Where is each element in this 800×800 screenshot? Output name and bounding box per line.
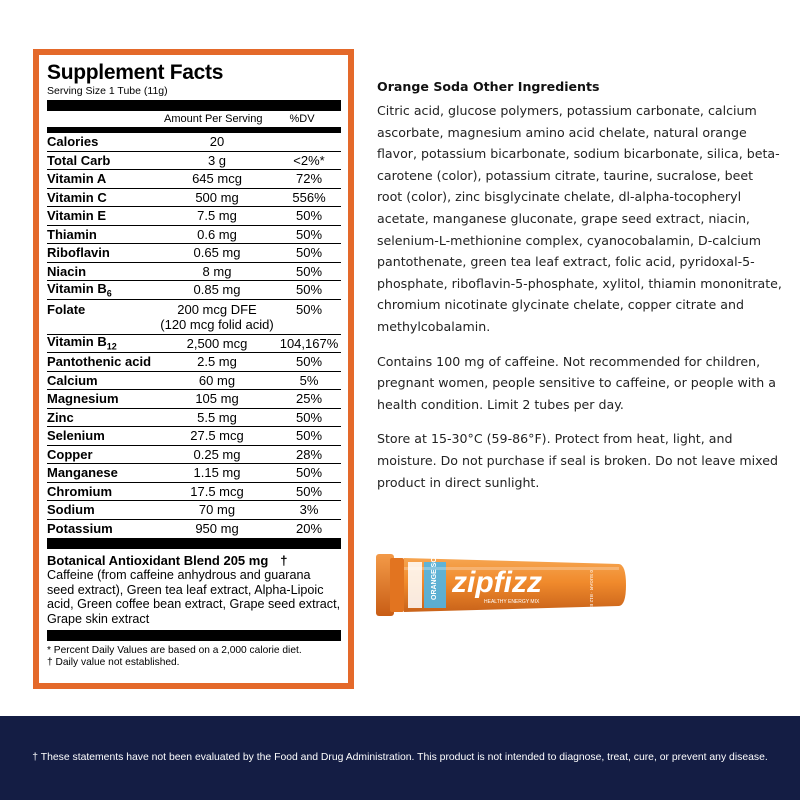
nutrient-name <box>47 334 157 352</box>
nutrient-amount: 0.85 mg <box>193 282 241 298</box>
nutrient-amount: 1.15 mg <box>193 465 241 481</box>
divider-bar <box>47 538 341 549</box>
tube-brand-text: zipfizz <box>452 566 542 599</box>
footnote-dagger: † Daily value not established. <box>47 657 180 668</box>
tube-highlight <box>404 567 619 570</box>
nutrient-amount: 60 mg <box>198 372 236 388</box>
nutrient-name: Sodium <box>47 502 95 518</box>
nutrient-name: Chromium <box>47 483 112 499</box>
nutrient-subscript: 12 <box>106 342 117 353</box>
facts-title: Supplement Facts <box>47 61 224 84</box>
nutrient-name: Calories <box>47 134 99 150</box>
nutrient-name: Niacin <box>47 263 87 279</box>
nutrient-row <box>47 170 341 189</box>
nutrient-dv: 50% <box>295 226 323 242</box>
nutrient-name: Pantothenic acid <box>47 354 152 370</box>
nutrient-row <box>47 189 341 208</box>
supplement-facts <box>47 62 341 669</box>
ingredients-title: Orange Soda Other Ingredients <box>377 79 600 94</box>
nutrient-name: Calcium <box>47 372 98 388</box>
nutrient-amount: 0.25 mg <box>193 446 241 462</box>
nutrient-name <box>47 281 157 299</box>
tube-tagline-text: HEALTHY ENERGY MIX <box>484 599 540 605</box>
nutrient-row <box>47 353 341 372</box>
product-tube-image <box>376 547 627 692</box>
footnote-dv: * Percent Daily Values are based on a 2,000 calorie diet. <box>47 645 302 656</box>
nutrient-dv: 50% <box>295 354 323 370</box>
nutrient-row <box>47 446 341 465</box>
nutrient-name: Copper <box>47 446 93 462</box>
nutrient-row <box>47 281 341 300</box>
nutrient-dv: 104,167% <box>279 335 339 351</box>
nutrient-row <box>47 207 341 226</box>
caffeine-note: Contains 100 mg of caffeine. Not recommended for children, pregnant women, people sensitive to caffeine, or people with a health condition. Limit 2 tubes per day. <box>377 353 776 412</box>
nutrient-row <box>47 133 341 152</box>
nutrient-dv: 50% <box>295 282 323 298</box>
nutrient-amount: 645 mcg <box>192 171 242 187</box>
nutrient-row <box>47 483 341 502</box>
nutrient-amount <box>157 302 277 332</box>
nutrient-dv: 50% <box>295 263 323 279</box>
nutrient-row <box>47 263 341 282</box>
nutrient-dv: 3% <box>299 502 319 518</box>
nutrient-amount: 5.5 mg <box>197 409 237 425</box>
blend-title-text: Botanical Antioxidant Blend 205 mg <box>47 553 269 568</box>
ingredients-section <box>377 79 782 506</box>
tube-side-text: 0 SUGAR · B12 ENERGY · HYDRATION · MULTI-VITAMIN <box>589 570 594 692</box>
nutrient-dv: <2%* <box>293 152 325 168</box>
nutrient-dv: 50% <box>295 245 323 261</box>
nutrient-dv: 556% <box>292 189 326 205</box>
nutrient-amount: 8 mg <box>202 263 232 279</box>
nutrient-name-base: Vitamin B <box>47 280 107 296</box>
nutrient-name: Total Carb <box>47 152 111 168</box>
nutrient-dv: 50% <box>295 483 323 499</box>
nutrient-amount: 0.6 mg <box>197 226 237 242</box>
nutrient-name: Zinc <box>47 409 74 425</box>
nutrient-row <box>47 335 341 354</box>
nutrient-amount: 500 mg <box>195 189 239 205</box>
nutrient-amount: 17.5 mcg <box>190 483 244 499</box>
storage-note: Store at 15-30°C (59-86°F). Protect from heat, light, and moisture. Do not purchase if seal is broken. Do not leave mixed product in direct sunlight. <box>377 431 778 490</box>
nutrient-subscript: 6 <box>106 288 112 299</box>
blend-title <box>47 553 341 568</box>
nutrient-dv: 50% <box>295 301 323 317</box>
nutrient-dv: 50% <box>295 208 323 224</box>
ingredients-text: Citric acid, glucose polymers, potassium carbonate, calcium ascorbate, magnesium amino acid chelate, natural orange flavor, potassium bicarbonate, sodium bicarbonate, silica, beta-carotene (color), potassium citrate, taurine, sucralose, beet root (color), zinc bisglycinate chelate, dl-alpha-tocopheryl acetate, manganese gluconate, grape seed extract, niacin, selenium-L-methionine complex, cyanocobalamin, D-calcium pantothenate, green tea leaf extract, folic acid, pyridoxal-5-phosphate, riboflavin-5-phosphate, xylitol, thiamin mononitrate, chromium nicotinate glycinate chelate, copper citrate and methylcobalamin. <box>377 103 782 334</box>
nutrient-dv: 5% <box>299 372 319 388</box>
serving-size: Serving Size 1 Tube (11g) <box>47 85 168 97</box>
nutrient-amount: 3 g <box>207 152 227 168</box>
nutrient-amount: 20 <box>209 134 225 150</box>
nutrient-dv: 50% <box>295 428 323 444</box>
nutrient-row <box>47 427 341 446</box>
nutrient-name: Riboflavin <box>47 245 110 261</box>
nutrient-amount: 2.5 mg <box>197 354 237 370</box>
nutrient-row <box>47 226 341 245</box>
tube-flavor-text: ORANGE SODA <box>431 547 438 600</box>
nutrient-row <box>47 464 341 483</box>
header-dv: %DV <box>289 113 315 125</box>
nutrient-name: Potassium <box>47 521 113 537</box>
nutrient-dv: 28% <box>295 446 323 462</box>
nutrient-name: Manganese <box>47 465 118 481</box>
fda-disclaimer: † These statements have not been evaluated by the Food and Drug Administration. This product is not intended to diagnose, treat, cure, or prevent any disease. <box>32 752 768 763</box>
nutrient-amount: 105 mg <box>195 391 239 407</box>
nutrient-row <box>47 372 341 391</box>
nutrient-amount-line: (120 mcg folid acid) <box>160 316 274 332</box>
nutrient-name-base: Vitamin B <box>47 334 107 350</box>
nutrient-name: Vitamin E <box>47 208 107 224</box>
nutrient-row <box>47 520 341 539</box>
nutrient-amount: 7.5 mg <box>197 208 237 224</box>
nutrient-name: Magnesium <box>47 391 119 407</box>
tube-cap-ring <box>390 558 404 612</box>
nutrient-dv: 72% <box>295 171 323 187</box>
nutrient-amount: 70 mg <box>198 502 236 518</box>
nutrient-name: Vitamin C <box>47 189 107 205</box>
nutrient-name: Thiamin <box>47 226 97 242</box>
nutrient-row <box>47 300 341 335</box>
nutrient-row <box>47 409 341 428</box>
facts-header-row <box>47 111 341 128</box>
nutrient-amount: 950 mg <box>195 521 239 537</box>
nutrient-name: Folate <box>47 301 86 317</box>
nutrient-dv: 50% <box>295 465 323 481</box>
nutrient-name: Selenium <box>47 428 105 444</box>
footer-band <box>0 716 800 800</box>
nutrient-amount: 2,500 mcg <box>186 335 248 351</box>
nutrient-row <box>47 244 341 263</box>
nutrient-amount: 0.65 mg <box>193 245 241 261</box>
nutrient-row <box>47 152 341 171</box>
blend-ingredients: Caffeine (from caffeine anhydrous and guarana seed extract), Green tea leaf extract, Alpha-Lipoic acid, Green coffee bean extract, Grape seed extract, Grape skin extract <box>47 568 341 626</box>
divider-bar <box>47 630 341 641</box>
nutrient-dv: 20% <box>295 521 323 537</box>
header-amount: Amount Per Serving <box>164 113 263 125</box>
supplement-facts-panel <box>33 49 354 689</box>
nutrient-dv: 25% <box>295 391 323 407</box>
nutrient-amount-line: 200 mcg DFE <box>177 301 257 317</box>
nutrient-row <box>47 390 341 409</box>
divider-bar <box>47 100 341 111</box>
blend-dagger: † <box>280 553 288 568</box>
footnotes <box>47 645 341 669</box>
nutrient-row <box>47 501 341 520</box>
nutrient-dv: 50% <box>295 409 323 425</box>
nutrient-amount: 27.5 mcg <box>190 428 244 444</box>
nutrient-name: Vitamin A <box>47 171 107 187</box>
